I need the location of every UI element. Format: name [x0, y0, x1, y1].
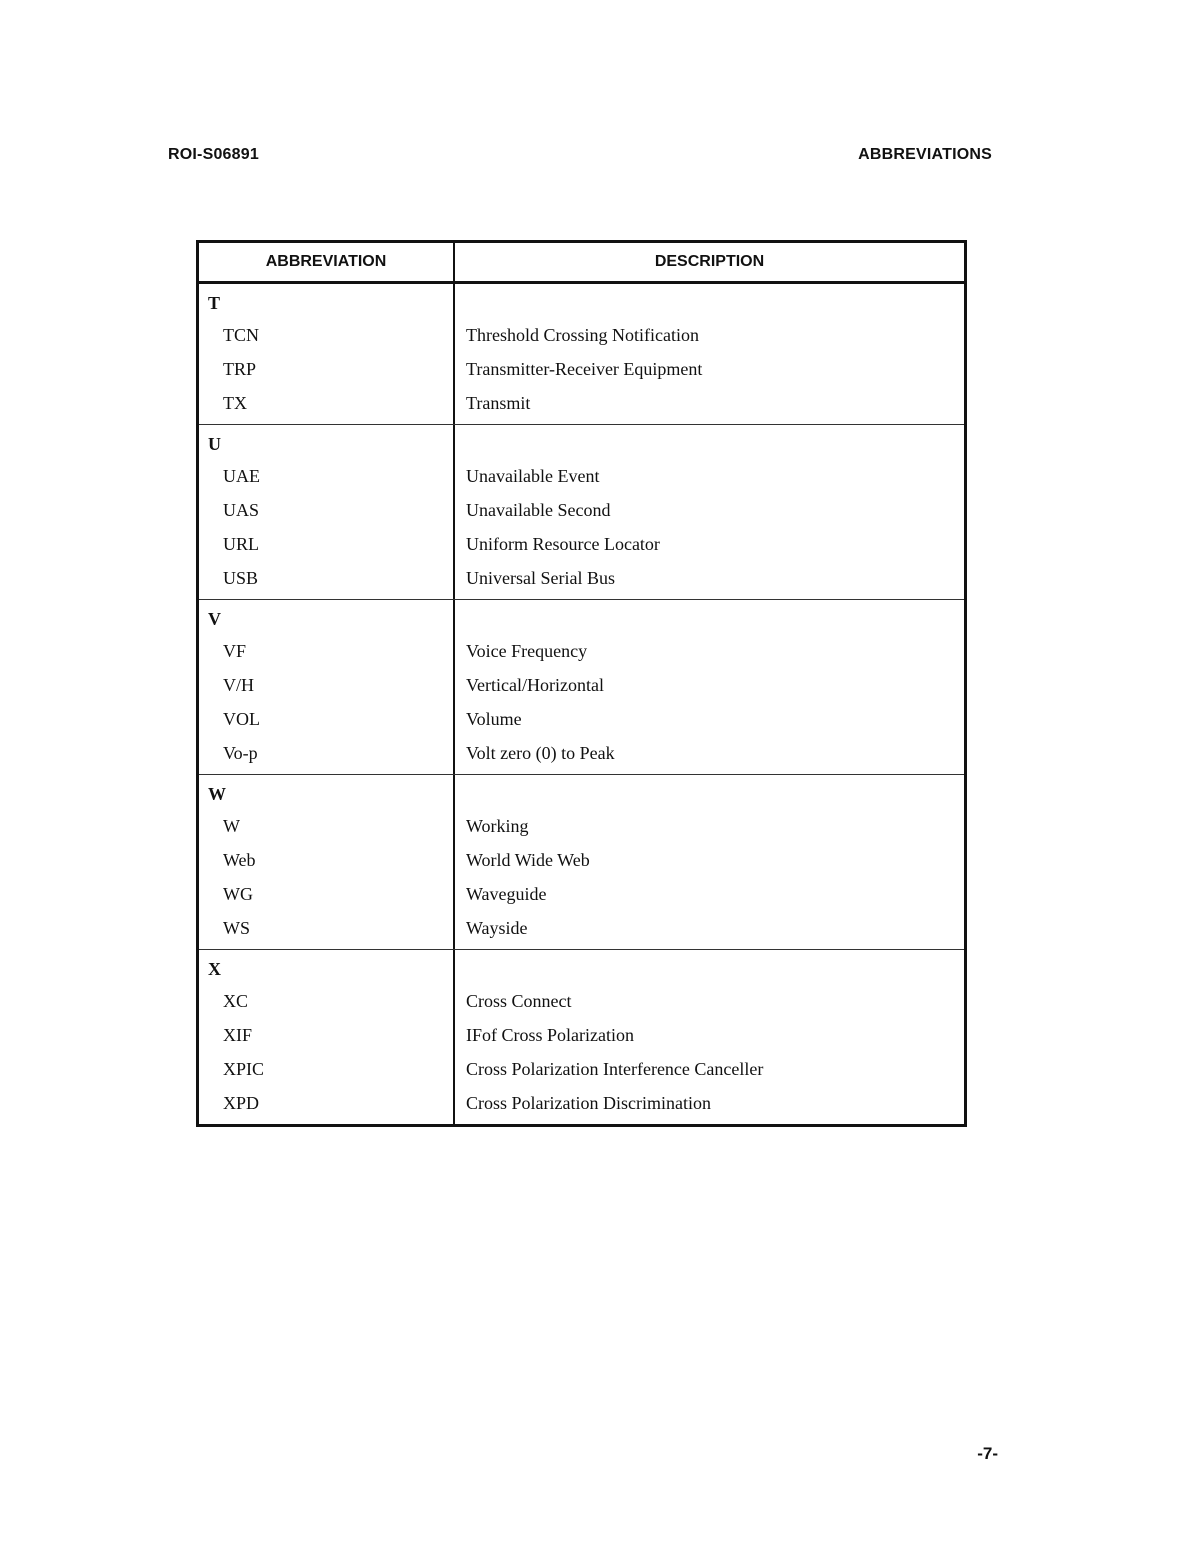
abbreviation-cell: UAE	[223, 466, 260, 486]
abbreviations-table	[196, 240, 967, 1127]
description-column	[455, 425, 964, 599]
description-cell: Uniform Resource Locator	[466, 534, 660, 554]
description-column	[455, 284, 964, 424]
description-cell: Cross Polarization Discrimination	[466, 1093, 711, 1113]
letter-group	[199, 600, 964, 775]
abbreviation-cell: WG	[223, 884, 253, 904]
description-cell: World Wide Web	[466, 850, 590, 870]
abbreviation-cell: UAS	[223, 500, 260, 520]
abbreviation-column	[199, 284, 455, 424]
description-cell: Cross Polarization Interference Canceller	[466, 1059, 764, 1079]
description-column	[455, 600, 964, 774]
abbreviation-cell: W	[223, 816, 240, 836]
abbreviation-cell: VF	[223, 641, 247, 661]
description-cell: Universal Serial Bus	[466, 568, 615, 588]
abbreviation-cell: Web	[223, 850, 256, 870]
abbreviation-cell: TX	[223, 393, 247, 413]
abbreviation-cell: VOL	[223, 709, 260, 729]
letter-group	[199, 775, 964, 950]
section-title: ABBREVIATIONS	[858, 146, 992, 163]
abbreviation-cell: XC	[223, 991, 249, 1011]
description-column	[455, 950, 964, 1124]
description-cell: Transmitter-Receiver Equipment	[466, 359, 703, 379]
abbreviation-cell: Vo-p	[223, 743, 258, 763]
document-id: ROI-S06891	[168, 146, 259, 163]
description-cell: IFof Cross Polarization	[466, 1025, 634, 1045]
abbreviation-cell: URL	[223, 534, 259, 554]
description-cell: Vertical/Horizontal	[466, 675, 604, 695]
group-letter: V	[208, 609, 221, 629]
description-cell: Voice Frequency	[466, 641, 588, 661]
abbreviation-cell: V/H	[223, 675, 254, 695]
description-cell: Cross Connect	[466, 991, 572, 1011]
abbreviation-cell: USB	[223, 568, 259, 588]
description-cell: Unavailable Second	[466, 500, 611, 520]
table-body	[199, 284, 964, 1124]
abbreviation-cell: WS	[223, 918, 250, 938]
group-letter: X	[208, 959, 221, 979]
abbreviation-column	[199, 600, 455, 774]
group-letter-spacer	[455, 429, 964, 459]
abbreviation-cell: XPD	[223, 1093, 260, 1113]
description-cell: Working	[466, 816, 529, 836]
group-letter: U	[208, 434, 221, 454]
group-letter: W	[208, 784, 226, 804]
abbreviation-cell: XPIC	[223, 1059, 265, 1079]
description-column	[455, 775, 964, 949]
abbreviation-cell: XIF	[223, 1025, 253, 1045]
group-letter-spacer	[455, 954, 964, 984]
group-letter-spacer	[455, 779, 964, 809]
abbreviation-column	[199, 775, 455, 949]
group-letter: T	[208, 293, 221, 313]
description-cell: Threshold Crossing Notification	[466, 325, 699, 345]
description-cell: Volt zero (0) to Peak	[466, 743, 615, 763]
group-letter-spacer	[455, 288, 964, 318]
letter-group	[199, 950, 964, 1124]
description-cell: Wayside	[466, 918, 528, 938]
letter-group	[199, 284, 964, 425]
abbreviation-column	[199, 950, 455, 1124]
abbreviation-cell: TRP	[223, 359, 257, 379]
description-cell: Volume	[466, 709, 522, 729]
column-header-description: DESCRIPTION	[654, 253, 765, 270]
column-header-abbreviation: ABBREVIATION	[199, 243, 455, 281]
table-header	[199, 243, 964, 284]
description-cell: Transmit	[466, 393, 531, 413]
abbreviation-cell: TCN	[223, 325, 259, 345]
description-cell: Waveguide	[466, 884, 547, 904]
group-letter-spacer	[455, 604, 964, 634]
description-cell: Unavailable Event	[466, 466, 600, 486]
page-number: -7-	[977, 1444, 998, 1463]
abbreviation-column	[199, 425, 455, 599]
letter-group	[199, 425, 964, 600]
